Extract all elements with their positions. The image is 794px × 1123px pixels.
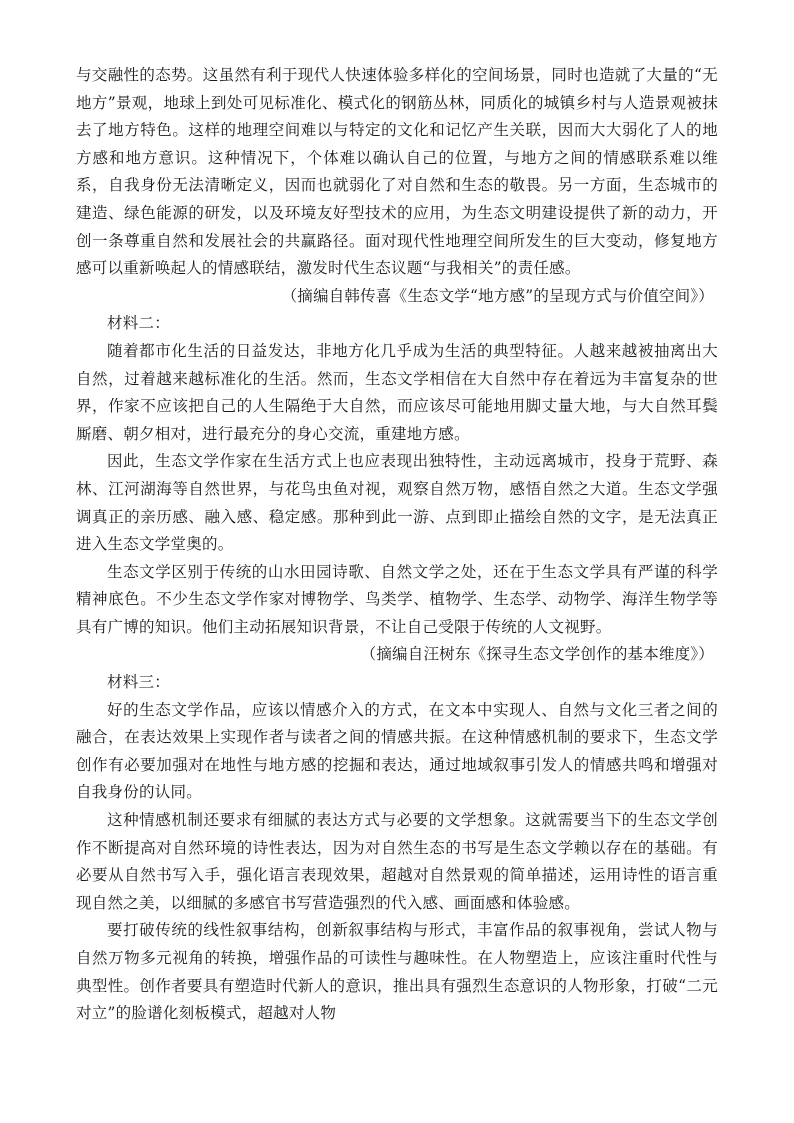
material-two-paragraph: 因此，生态文学作家在生活方式上也应表现出独特性，主动远离城市，投身于荒野、森林、江河湖海等自然世界，与花鸟虫鱼对视，观察自然万物，感悟自然之大道。生态文学强调真正的亲历感、融入感、稳定感。那种到此一游、点到即止描绘自然的文字，是无法真正进入生态文学堂奥的。 [76, 452, 718, 554]
material-two-source: （摘编自汪树东《探寻生态文学创作的基本维度》） [360, 645, 714, 664]
material-one-source: （摘编自韩传喜《生态文学“地方感”的呈现方式与价值空间》） [281, 286, 714, 305]
material-two-paragraph: 随着都市化生活的日益发达，非地方化几乎成为生活的典型特征。人越来越被抽离出大自然，过着越来越标准化的生活。然而，生态文学相信在大自然中存在着远为丰富复杂的世界，作家不应该把自己的人生隔绝于大自然，而应该尽可能地用脚丈量大地，与大自然耳鬓厮磨、朝夕相对，进行最充分的身心交流，重建地方感。 [76, 341, 718, 443]
material-three-paragraph: 这种情感机制还要求有细腻的表达方式与必要的文学想象。这就需要当下的生态文学创作不断提高对自然环境的诗性表达，因为对自然生态的书写是生态文学赖以存在的基础。有必要从自然书写入手，强化语言表现效果，超越对自然景观的简单描述，运用诗性的语言重现自然之美，以细腻的多感官书写营造强烈的代入感、画面感和体验感。 [76, 811, 718, 912]
material-three-label: 材料三： [107, 673, 171, 692]
material-three-paragraph: 要打破传统的线性叙事结构，创新叙事结构与形式，丰富作品的叙事视角，尝试人物与自然万物多元视角的转换，增强作品的可读性与趣味性。在人物塑造上，应该注重时代性与典型性。创作者要具有塑造时代新人的意识，推出具有强烈生态意识的人物形象，打破“二元对立”的脸谱化刻板模式，超越对人物 [76, 921, 718, 1023]
material-one-continuation: 与交融性的态势。这虽然有利于现代人快速体验多样化的空间场景，同时也造就了大量的“无地方”景观，地球上到处可见标准化、模式化的钢筋丛林，同质化的城镇乡村与人造景观被抹去了地方特色。这样的地理空间难以与特定的文化和记忆产生关联，因而大大弱化了人的地方感和地方意识。这种情况下，个体难以确认自己的位置，与地方之间的情感联系难以维系，自我身份无法清晰定义，因而也就弱化了对自然和生态的敬畏。另一方面，生态城市的建造、绿色能源的研发，以及环境友好型技术的应用，为生态文明建设提供了新的动力，开创一条尊重自然和发展社会的共赢路径。面对现代性地理空间所发生的巨大变动，修复地方感可以重新唤起人的情感联结，激发时代生态议题“与我相关”的责任感。 [76, 66, 718, 278]
material-two-label: 材料二： [107, 314, 171, 333]
material-two-paragraph: 生态文学区别于传统的山水田园诗歌、自然文学之处，还在于生态文学具有严谨的科学精神底色。不少生态文学作家对博物学、鸟类学、植物学、生态学、动物学、海洋生物学等具有广博的知识。他们主动拓展知识背景，不让自己受限于传统的人文视野。 [76, 562, 718, 636]
material-three-paragraph: 好的生态文学作品，应该以情感介入的方式，在文本中实现人、自然与文化三者之间的融合，在表达效果上实现作者与读者之间的情感共振。在这种情感机制的要求下，生态文学创作有必要加强对在地性与地方感的挖掘和表达，通过地域叙事引发人的情感共鸣和增强对自我身份的认同。 [76, 700, 718, 802]
